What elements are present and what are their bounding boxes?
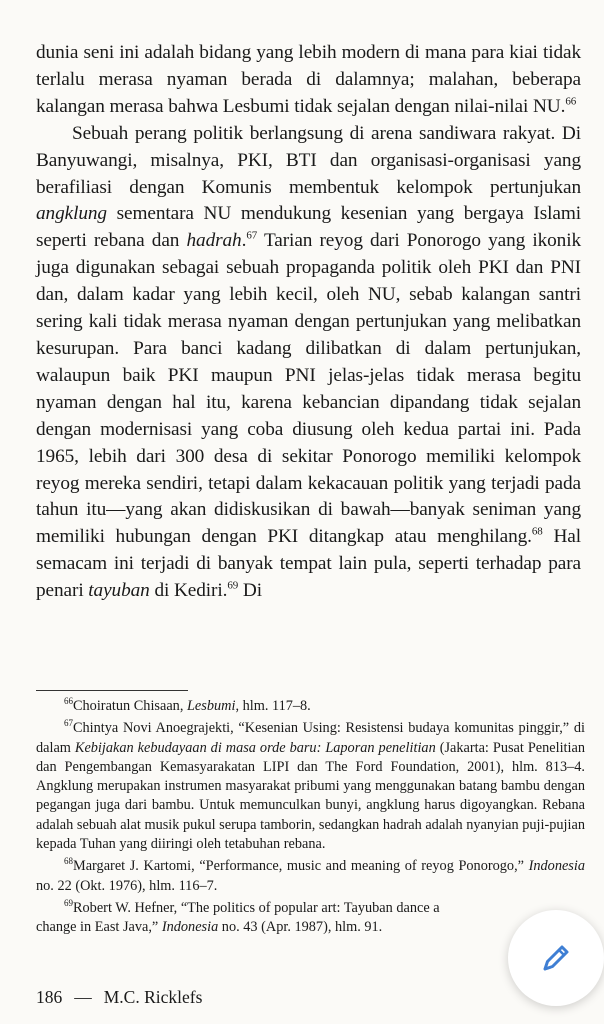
footer-separator: —: [74, 987, 92, 1007]
italic-term-tayuban: tayuban: [88, 580, 150, 602]
paragraph-1-text: dunia seni ini adalah bidang yang lebih modern di mana para kiai tidak terlalu merasa nyaman berada di dalamnya; malahan, beberapa kalangan merasa bahwa Lesbumi tidak sejalan dengan nilai-nilai NU.: [36, 42, 581, 117]
paragraph-2-text-d: Hal semacam ini terjadi di banyak tempat lain pula, seperti terhadap para penari: [36, 526, 581, 602]
italic-term-hadrah: hadrah: [186, 230, 242, 252]
paragraph-2-text-e: di Kediri.: [149, 580, 228, 602]
footnote-italic: Indonesia: [161, 919, 219, 936]
page-footer: [36, 986, 202, 1008]
footnote-number: 69: [64, 898, 73, 909]
running-author: M.C. Ricklefs: [103, 987, 203, 1007]
paragraph-2-text-f: Di: [238, 580, 262, 602]
footnote-67: [36, 719, 585, 854]
footnote-italic: Lesbumi: [186, 698, 236, 714]
paragraph-2: [36, 121, 581, 605]
footnote-66: [36, 697, 585, 716]
footnote-divider: [36, 690, 188, 691]
footnote-text: Chintya Novi Anoegrajekti, “Kesenian Using: Resistensi budaya komunitas pinggir,” di dalam: [36, 720, 585, 756]
paragraph-2-text-a: Sebuah perang politik berlangsung di arena sandiwara rakyat. Di Banyuwangi, misalnya, PKI, BTI dan organisasi-organisasi yang berafiliasi dengan Komunis membentuk kelompok pertunjukan: [36, 122, 581, 198]
footnote-number: 68: [64, 856, 73, 867]
main-text: [36, 40, 581, 605]
footnote-number: 67: [64, 718, 73, 729]
italic-term-angklung: angklung: [36, 203, 107, 225]
footnote-69: [36, 899, 585, 938]
footnote-text: (Jakarta: Pusat Penelitian dan Pengembangan Kemasyarakatan LIPI dan The Ford Foundation, 2001), hlm. 813–4. Angklung merupakan instrumen masyarakat pribumi yang menggunakan batang bambu dengan pegangan juga dari bambu. Untuk memunculkan bunyi, angklung harus digoyangkan. Rebana adalah sebuah alat musik pukul serupa tamborin, sedangkan hadrah adalah nyanyian puji-pujian kepada Tuhan yang diiringi oleh tetabuhan rebana.: [36, 739, 585, 853]
pencil-icon: [538, 940, 574, 976]
footnote-number: 66: [64, 696, 73, 707]
footnote-italic: Indonesia: [528, 858, 585, 875]
page-number: 186: [36, 987, 63, 1007]
footnote-68: [36, 857, 585, 896]
paragraph-2-period: .: [241, 230, 247, 252]
footnote-ref-68[interactable]: 68: [531, 525, 543, 538]
footnote-text: Choiratun Chisaan,: [73, 698, 187, 714]
footnote-text: Robert W. Hefner, “The politics of popular art: Tayuban dance a: [73, 899, 440, 916]
footnote-text: , hlm. 117–8.: [235, 698, 311, 714]
footnote-ref-69[interactable]: 69: [227, 579, 239, 592]
footnote-text: change in East Java,”: [36, 919, 162, 936]
footnote-italic: Kebijakan kebudayaan di masa orde baru: Laporan penelitian: [74, 739, 436, 756]
paragraph-2-text-b: sementara NU mendukung kesenian yang bergaya Islami seperti rebana dan: [36, 203, 581, 252]
footnote-ref-66[interactable]: 66: [565, 95, 577, 108]
footnote-ref-67[interactable]: 67: [246, 229, 258, 242]
footnote-text: no. 22 (Okt. 1976), hlm. 116–7.: [36, 877, 218, 894]
paragraph-2-text-c: Tarian reyog dari Ponorogo yang ikonik juga digunakan sebagai sebuah propaganda politik oleh PKI dan PNI dan, dalam kadar yang lebih kecil, oleh NU, sebab kalangan santri sering kali tidak merasa nyaman dengan pertunjukan yang melibatkan kesurupan. Para banci kadang dilibatkan di dalam pertunjukan, walaupun baik PKI maupun PNI jelas-jelas tidak merasa begitu nyaman dengan hal itu, karena kebancian dipandang tidak sejalan dengan modernisasi yang coba diusung oleh kedua partai ini. Pada 1965, lebih dari 300 desa di sekitar Ponorogo memiliki kelompok reyog mereka sendiri, tetapi dalam kekacauan politik yang terjadi pada tahun itu—yang akan didiskusikan di bawah—banyak seniman yang memiliki hubungan dengan PKI ditangkap atau menghilang.: [36, 230, 582, 548]
edit-button[interactable]: [508, 910, 604, 1006]
paragraph-1: [36, 40, 581, 121]
footnote-text: no. 43 (Apr. 1987), hlm. 91.: [218, 919, 383, 936]
footnotes: [36, 697, 585, 941]
footnote-text: Margaret J. Kartomi, “Performance, music and meaning of reyog Ponorogo,”: [73, 858, 529, 875]
